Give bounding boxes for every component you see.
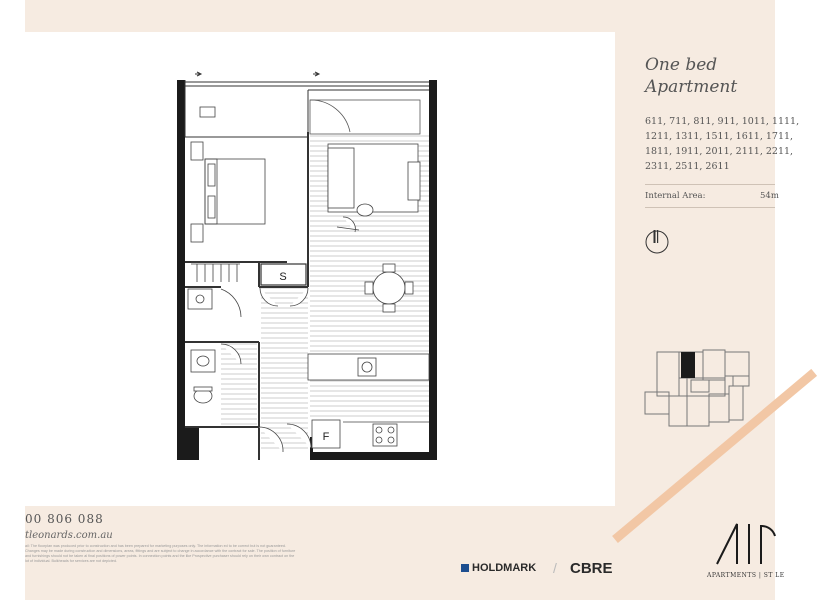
apartment-numbers-line: 1211, 1311, 1511, 1611, 1711, (645, 131, 794, 142)
air-logo-tagline: APARTMENTS | ST LE (707, 572, 785, 579)
holdmark-wordmark: HOLDMARK (472, 562, 537, 574)
floor-plan-drawing (25, 32, 615, 506)
storage-room (261, 264, 306, 285)
cbre-logo: CBRE (570, 560, 613, 577)
bedroom-furniture (191, 107, 265, 282)
holdmark-mark-icon (461, 564, 469, 572)
floor-plan-panel (25, 32, 615, 506)
contact-website[interactable]: tleonards.com.au (25, 530, 113, 541)
air-logo-icon (713, 520, 775, 566)
disclaimer-text: ail: The floorplan was produced prior to construction and has been prepared for marketing purposes only. The information ed to be correct but is not guaranteed. Changes may be made during construction and dimensions, areas, fittings and are subject to change in accordance with the contract for sale. The position of furniture and furnishings should not be taken al final positions of power points. In connection points and the like Prospective purchaser should rely on their own contract on the lot of individual. Bulkheads for services are not depicted. (25, 544, 296, 563)
apartment-numbers-line: 611, 711, 811, 911, 1011, 1111, (645, 116, 800, 127)
contact-phone: 00 806 088 (25, 512, 104, 526)
title-line-1: One bed (645, 55, 718, 75)
apartment-numbers-line: 2311, 2511, 2611 (645, 161, 730, 172)
internal-area-label: Internal Area: (645, 191, 706, 201)
fridge-label: F (322, 431, 330, 443)
balcony-door (310, 100, 420, 134)
apartment-numbers-line: 1811, 1911, 2011, 2111, 2211, (645, 146, 794, 157)
divider (645, 184, 775, 185)
logo-divider: / (553, 560, 557, 576)
living-furniture (328, 144, 420, 312)
north-compass-icon (645, 228, 669, 256)
title-line-2: Apartment (645, 77, 738, 97)
window-line (185, 72, 429, 137)
storage-label: S (279, 271, 287, 283)
brochure-sheet (25, 0, 800, 600)
laundry (188, 288, 308, 317)
apartment-title (645, 54, 775, 98)
divider (645, 207, 775, 208)
internal-area-value: 54m (760, 191, 779, 201)
apartment-numbers (645, 114, 805, 174)
holdmark-logo (461, 562, 536, 574)
